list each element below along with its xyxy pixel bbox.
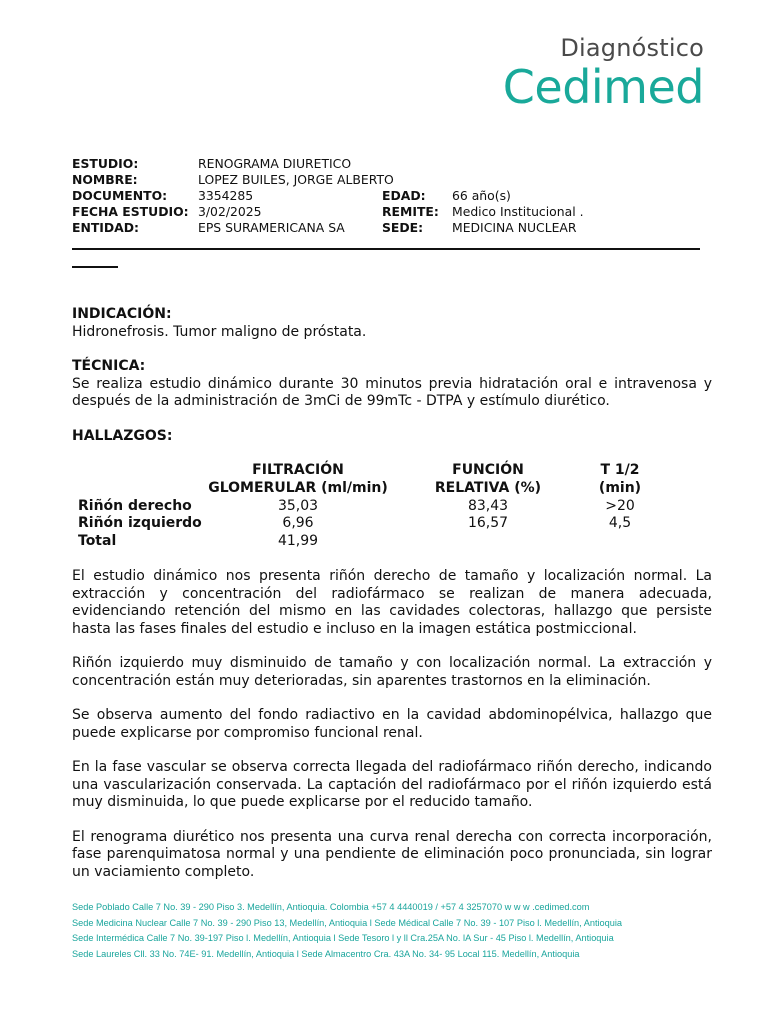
sede-value: MEDICINA NUCLEAR <box>452 220 577 235</box>
cell-fg-total: 41,99 <box>277 533 319 549</box>
report-body <box>72 306 712 445</box>
row-label-izquierdo: Riñón izquierdo <box>78 515 202 531</box>
finding-paragraph-2: Riñón izquierdo muy disminuido de tamaño y con localización normal. La extracción y concentración están muy deterioradas, sin aparentes trastornos en la eliminación. <box>72 655 712 689</box>
finding-paragraph-4: En la fase vascular se observa correcta llegada del radiofármaco riñón derecho, indicando una vascularización conservada. La captación del radiofármaco por el riñón izquierdo está muy disminuida, lo que puede explicarse por el reducido tamaño. <box>72 759 712 810</box>
header-divider-tail <box>72 266 118 268</box>
hallazgos-title: HALLAZGOS: <box>72 427 173 444</box>
documento-value: 3354285 <box>198 188 254 203</box>
fecha-label: FECHA ESTUDIO: <box>72 204 189 219</box>
row-label-derecho: Riñón derecho <box>78 498 192 514</box>
cell-t-izquierdo: 4,5 <box>608 515 632 531</box>
tecnica-text: Se realiza estudio dinámico durante 30 minutos previa hidratación oral e intravenosa y después de la administración de 3mCi de 99mTc - DTPA y estímulo diurético. <box>72 375 712 409</box>
cell-fr-izquierdo: 16,57 <box>467 515 509 531</box>
remite-value: Medico Institucional . <box>452 204 584 219</box>
col-funcion-line1: FUNCIÓN <box>452 462 524 478</box>
edad-label: EDAD: <box>382 188 426 203</box>
footer-line-3: Sede Intermédica Calle 7 No. 39-197 Piso l. Medellín, Antioquia l Sede Tesoro l y ll Cra.25A No. lA Sur - 45 Piso l. Medellín, Antioquia <box>72 933 614 943</box>
footer-addresses <box>72 900 622 962</box>
footer-line-2: Sede Medicina Nuclear Calle 7 No. 39 - 290 Piso 13, Medellín, Antioquia l Sede Médical Calle 7 No. 39 - 107 Piso l. Medellín, Antioquia <box>72 917 623 928</box>
nombre-value: LOPEZ BUILES, JORGE ALBERTO <box>198 172 394 187</box>
indicacion-text: Hidronefrosis. Tumor maligno de próstata. <box>72 323 367 340</box>
cedimed-logo <box>503 34 704 112</box>
col-filtracion-line1: FILTRACIÓN <box>252 462 344 478</box>
finding-paragraph-1: El estudio dinámico nos presenta riñón derecho de tamaño y localización normal. La extracción y concentración del radiofármaco se realizan de manera adecuada, evidenciando retención del mismo en las cavidades colectoras, hallazgo que persiste hasta las fases finales del estudio e incluso en la imagen estática postmiccional. <box>72 568 712 637</box>
nombre-label: NOMBRE: <box>72 172 138 187</box>
footer-line-4: Sede Laureles Cll. 33 No. 74E- 91. Medellín, Antioquia l Sede Almacentro Cra. 43A No. 34- 95 Local 115. Medellín, Antioquia <box>72 948 580 959</box>
entidad-label: ENTIDAD: <box>72 220 140 235</box>
findings-paragraphs <box>72 568 712 881</box>
col-funcion-line2: RELATIVA (%) <box>434 480 542 496</box>
remite-label: REMITE: <box>382 204 439 219</box>
finding-paragraph-5: El renograma diurético nos presenta una curva renal derecha con correcta incorporación, fase parenquimatosa normal y una pendiente de eliminación poco pronunciada, sin lograr un vaciamiento completo. <box>72 828 712 880</box>
cell-fr-derecho: 83,43 <box>467 498 509 514</box>
tecnica-title: TÉCNICA: <box>72 358 146 374</box>
documento-label: DOCUMENTO: <box>72 188 168 203</box>
col-t-line1: T 1/2 <box>600 462 640 478</box>
cell-fg-derecho: 35,03 <box>277 498 319 514</box>
estudio-value: RENOGRAMA DIURETICO <box>198 156 352 171</box>
edad-value: 66 año(s) <box>452 188 511 203</box>
entidad-value: EPS SURAMERICANA SA <box>198 220 345 235</box>
col-t-line2: (min) <box>598 480 642 496</box>
col-filtracion-line2: GLOMERULAR (ml/min) <box>208 480 388 496</box>
header-divider <box>72 248 700 250</box>
cell-t-derecho: >20 <box>605 498 635 514</box>
logo-wordmark: Cedimed <box>502 60 704 114</box>
fecha-value: 3/02/2025 <box>198 204 262 219</box>
row-label-total: Total <box>78 533 117 549</box>
footer-line-1: Sede Poblado Calle 7 No. 39 - 290 Piso 3. Medellín, Antioquia. Colombia +57 4 4440019 / +57 4 3257070 w w w .cedimed.com <box>72 902 590 912</box>
logo-subtitle: Diagnóstico <box>560 34 704 62</box>
sede-label: SEDE: <box>382 220 424 235</box>
indicacion-title: INDICACIÓN: <box>72 306 172 322</box>
cell-fg-izquierdo: 6,96 <box>282 515 314 531</box>
estudio-label: ESTUDIO: <box>72 156 139 171</box>
finding-paragraph-3: Se observa aumento del fondo radiactivo en la cavidad abdominopélvica, hallazgo que puede explicarse por compromiso funcional renal. <box>72 707 712 741</box>
